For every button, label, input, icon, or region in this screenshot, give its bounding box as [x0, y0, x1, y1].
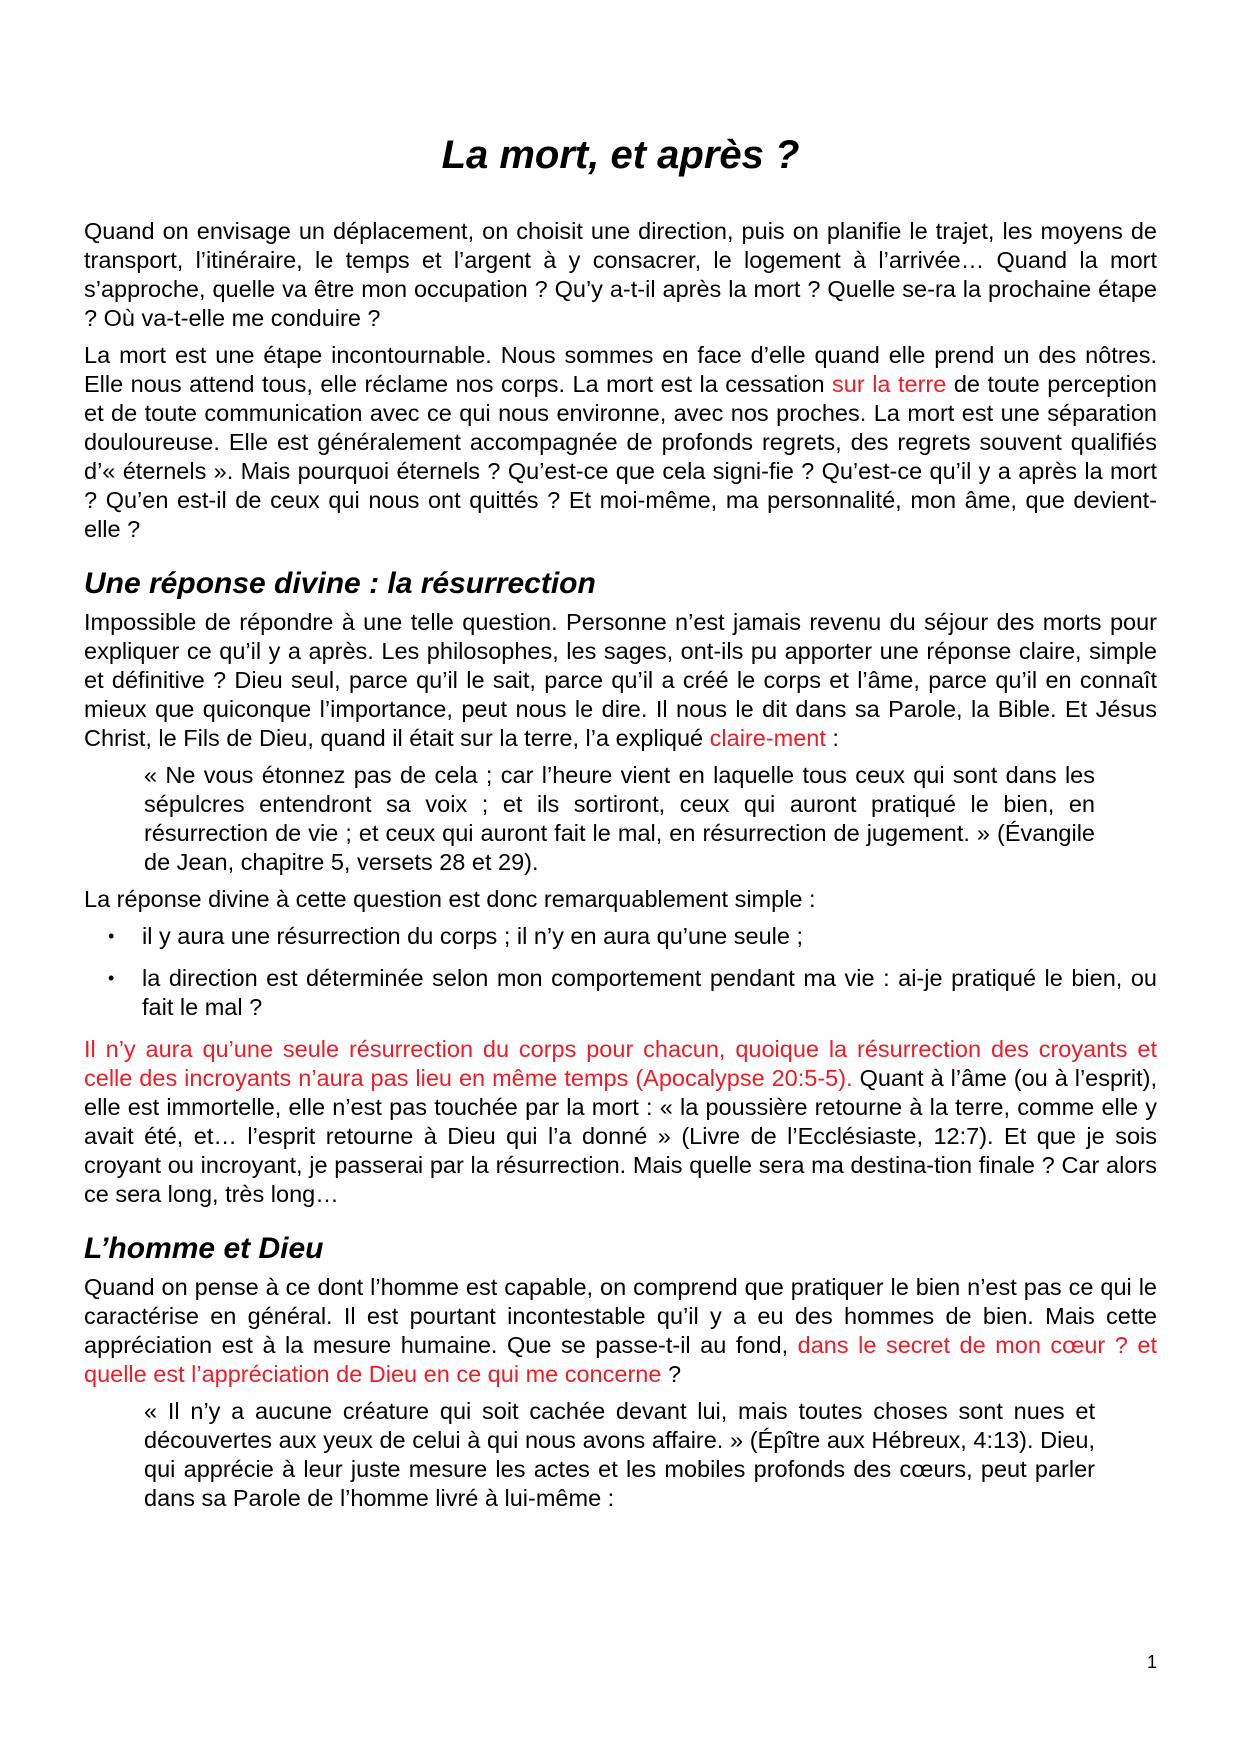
section1-paragraph-1 — [84, 608, 1157, 753]
list-item — [108, 964, 1157, 1022]
list-item — [108, 922, 1157, 951]
section1-p1-text-b: : — [825, 725, 839, 751]
section2-p1-text-b: ? — [661, 1361, 682, 1387]
section1-p3-text: Quant à l’âme (ou à l’esprit), elle est immortelle, elle n’est pas touchée par la mort : « la poussière retourne à la terre, comme elle y avait été, et… l’esprit retourne à Dieu qui l’a donné » (Livre de l’Ecclésiaste, 12:7). Et que je sois croyant ou incroyant, je passerai par la résurrection. Mais quelle sera ma destina-tion finale ? Car alors ce sera long, très long… — [84, 1065, 1158, 1207]
section2-p1-highlight: dans le secret de mon cœur ? et quelle est l’appréciation de Dieu en ce qui me concerne — [84, 1332, 1157, 1387]
intro-paragraph-1: Quand on envisage un déplacement, on choisit une direction, puis on planifie le trajet, les moyens de transport, l’itinéraire, le temps et l’argent à y consacrer, le logement à l’arrivée… Quand la mort s’approche, quelle va être mon occupation ? Qu’y a-t-il après la mort ? Quelle se-ra la prochaine étape ? Où va-t-elle me conduire ? — [84, 218, 1157, 331]
intro-paragraph-2 — [84, 341, 1157, 544]
section1-p3-highlight: Il n’y aura qu’une seule résurrection du corps pour chacun, quoique la résurrection des croyants et celle des incroyants n’aura pas lieu en même temps (Apocalypse 20:5-5). — [84, 1036, 1157, 1091]
section2-p1-text-a: Quand on pense à ce dont l’homme est capable, on comprend que pratiquer le bien n’est pas ce qui le caractérise en général. Il est pourtant incontestable qu’il y a eu des hommes de bien. Mais cette appréciation est à la mesure humaine. Que se passe-t-il au fond, — [84, 1274, 1157, 1358]
section1-p1-text-a: Impossible de répondre à une telle question. Personne n’est jamais revenu du séjour des morts pour expliquer ce qu’il y a après. Les philosophes, les sages, ont-ils pu apporter une réponse claire, simple et définitive ? Dieu seul, parce qu’il le sait, parce qu’il a créé le corps et l’âme, parce qu’il en connaît mieux que quiconque l’importance, peut nous le dire. Il nous le dit dans sa Parole, la Bible. Et Jésus Christ, le Fils de Dieu, quand il était sur la terre, l’a expliqué — [84, 609, 1157, 751]
intro-p2-text-a: La mort est une étape incontournable. Nous sommes en face d’elle quand elle prend un des nôtres. Elle nous attend tous, elle réclame nos corps. La mort est la cessation — [84, 342, 1157, 397]
page-title: La mort, et après ? — [441, 133, 800, 177]
intro-p2-text-b: de toute perception et de toute communication avec ce qui nous environne, avec nos proches. La mort est une séparation douloureuse. Elle est généralement accompagnée de profonds regrets, des regrets souvent qualifiés d’« éternels ». Mais pourquoi éternels ? Qu’est-ce que cela signi-fie ? Qu’est-ce qu’il y a après la mort ? Qu’en est-il de ceux qui nous ont quittés ? Et moi-même, ma personnalité, mon âme, que devient-elle ? — [84, 371, 1157, 542]
section1-p1-highlight: claire-ment — [709, 725, 826, 751]
page-number: 1 — [1146, 1652, 1157, 1672]
bible-quote-john: « Ne vous étonnez pas de cela ; car l’heure vient en laquelle tous ceux qui sont dans les sépulcres entendront sa voix ; et ils sortiront, ceux qui auront pratiqué le bien, en résurrection de vie ; et ceux qui auront fait le mal, en résurrection de jugement. » (Évangile de Jean, chapitre 5, versets 28 et 29). — [144, 762, 1095, 875]
section2-paragraph-1 — [84, 1273, 1157, 1389]
intro-p2-highlight: sur la terre — [832, 371, 947, 397]
section-heading-man-and-god: L’homme et Dieu — [84, 1232, 324, 1265]
bullet-icon: • — [108, 926, 115, 946]
bullet-icon: • — [108, 968, 115, 988]
section1-paragraph-3 — [84, 1035, 1157, 1209]
section-heading-resurrection: Une réponse divine : la résurrection — [84, 567, 596, 600]
bullet-list — [84, 922, 1157, 1022]
section1-paragraph-2: La réponse divine à cette question est donc remarquablement simple : — [84, 886, 816, 912]
list-item-text: il y aura une résurrection du corps ; il n’y en aura qu’une seule ; — [142, 923, 803, 949]
list-item-text: la direction est déterminée selon mon comportement pendant ma vie : ai-je pratiqué le bien, ou fait le mal ? — [142, 965, 1157, 1020]
bible-quote-hebrews: « Il n’y a aucune créature qui soit cachée devant lui, mais toutes choses sont nues et découvertes aux yeux de celui à qui nous avons affaire. » (Épître aux Hébreux, 4:13). Dieu, qui apprécie à leur juste mesure les actes et les mobiles profonds des cœurs, peut parler dans sa Parole de l’homme livré à lui-même : — [144, 1398, 1095, 1511]
